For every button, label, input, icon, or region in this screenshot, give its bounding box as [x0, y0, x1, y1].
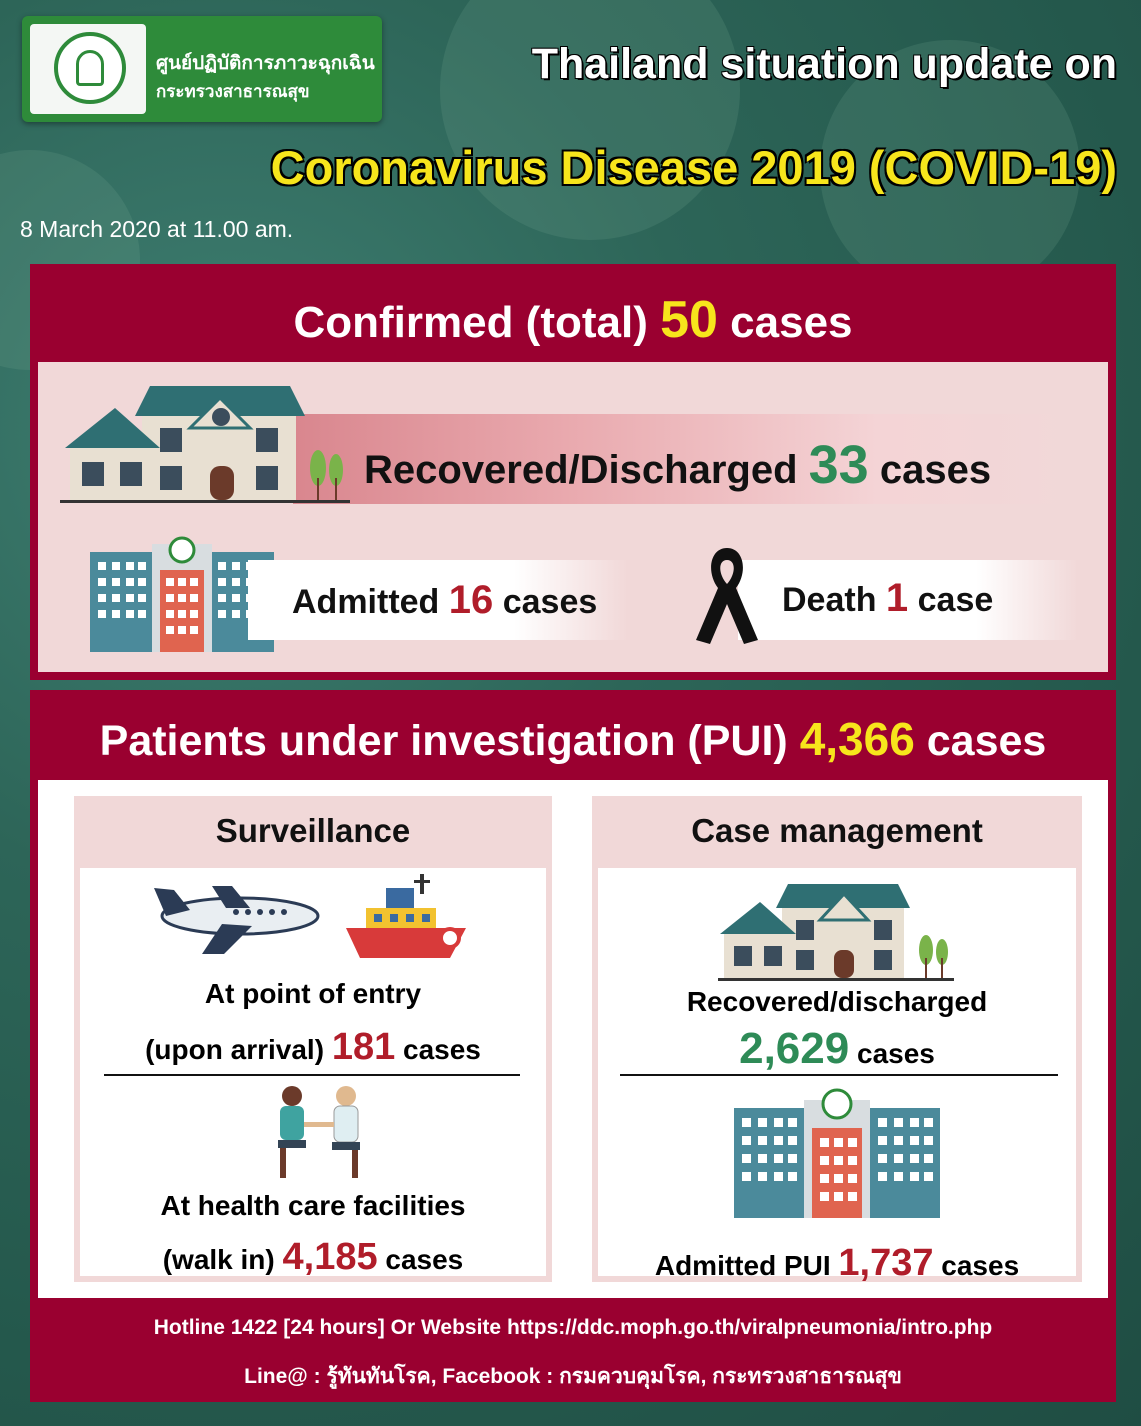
page-title-line2: Coronavirus Disease 2019 (COVID-19)	[270, 141, 1117, 194]
hospital-icon	[734, 1086, 940, 1218]
entry-line1: At point of entry	[204, 978, 422, 1009]
death-unit: case	[917, 581, 994, 619]
divider	[620, 1074, 1058, 1076]
airplane-icon	[152, 880, 322, 960]
org-name-line1: ศูนย์ปฏิบัติการภาวะฉุกเฉิน	[156, 53, 375, 74]
facility-line1: At health care facilities	[160, 1190, 466, 1221]
recovered-line	[364, 434, 991, 496]
house-icon	[718, 878, 954, 982]
facility-label: (walk in)	[162, 1244, 275, 1275]
recovered-unit: cases	[879, 448, 992, 492]
ship-icon	[346, 872, 466, 962]
admitted-line	[292, 578, 597, 623]
logo-background	[30, 24, 146, 114]
cm-admitted-unit: cases	[941, 1250, 1020, 1281]
pui-details	[38, 780, 1108, 1298]
pui-label: Patients under investigation (PUI)	[99, 717, 788, 765]
entry-label: (upon arrival)	[145, 1034, 325, 1065]
virus-decoration	[440, 0, 740, 240]
ministry-logo-icon	[54, 32, 126, 104]
surveillance-card	[74, 796, 552, 1282]
report-date: 8 March 2020 at 11.00 am.	[20, 216, 294, 242]
facility-value: 4,185	[282, 1236, 378, 1278]
death-value: 1	[885, 576, 909, 620]
ministry-logo-banner	[22, 16, 382, 122]
case-management-body	[598, 868, 1076, 1284]
confirmed-label: Confirmed (total)	[293, 298, 648, 347]
hospital-icon	[90, 534, 274, 652]
cm-recovered-line	[598, 1024, 1076, 1074]
cm-admitted-value: 1,737	[838, 1242, 934, 1284]
entry-unit: cases	[403, 1034, 481, 1065]
entry-value: 181	[331, 1026, 396, 1068]
recovered-label: Recovered/Discharged	[364, 448, 798, 492]
facility-line2	[80, 1236, 546, 1279]
divider	[104, 1074, 520, 1076]
cm-admitted-line	[598, 1242, 1076, 1285]
pui-unit: cases	[926, 717, 1047, 765]
page-title-line1: Thailand situation update on	[531, 40, 1117, 88]
confirmed-details	[38, 362, 1108, 672]
death-label: Death	[782, 581, 877, 619]
entry-line2	[80, 1026, 546, 1069]
doctor-patient-icon	[264, 1082, 374, 1182]
surveillance-title: Surveillance	[215, 812, 411, 849]
pui-value: 4,366	[799, 713, 915, 765]
cm-recovered-value: 2,629	[739, 1024, 850, 1073]
case-management-title: Case management	[691, 812, 983, 849]
pui-panel	[30, 690, 1116, 1402]
case-management-card	[592, 796, 1082, 1282]
cm-admitted-label: Admitted PUI	[654, 1250, 831, 1281]
confirmed-unit: cases	[730, 298, 853, 347]
confirmed-heading	[30, 290, 1116, 350]
admitted-value: 16	[448, 578, 494, 622]
house-icon	[60, 378, 350, 504]
confirmed-panel	[30, 264, 1116, 680]
org-name-line2: กระทรวงสาธารณสุข	[156, 82, 310, 101]
black-ribbon-icon	[692, 542, 762, 646]
recovered-value: 33	[808, 435, 869, 495]
footer-social: Line@ : รู้ทันทันโรค, Facebook : กรมควบคุมโรค, กระทรวงสาธารณสุข	[244, 1365, 902, 1388]
surveillance-body	[80, 868, 546, 1276]
pui-heading	[30, 712, 1116, 766]
confirmed-value: 50	[660, 291, 718, 349]
facility-unit: cases	[385, 1244, 464, 1275]
admitted-label: Admitted	[292, 583, 440, 621]
cm-recovered-label: Recovered/discharged	[686, 986, 988, 1017]
death-line	[782, 576, 993, 621]
footer-hotline: Hotline 1422 [24 hours] Or Website https://ddc.moph.go.th/viralpneumonia/intro.php	[153, 1316, 993, 1339]
admitted-unit: cases	[502, 583, 598, 621]
cm-recovered-unit: cases	[857, 1038, 935, 1069]
